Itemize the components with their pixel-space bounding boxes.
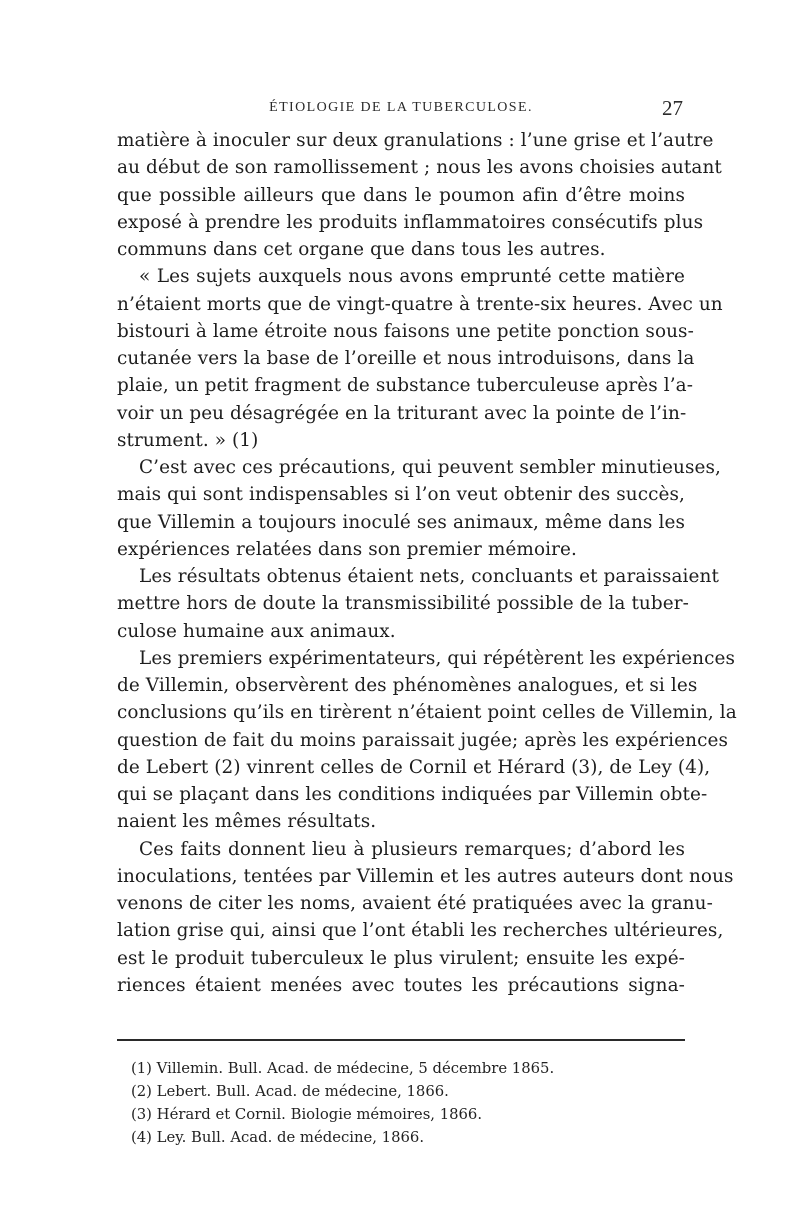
text-line: n’étaient morts que de vingt-quatre à trente-six heures. Avec un [117,293,723,315]
text-line: au début de son ramollissement ; nous les avons choisies autant [117,157,722,179]
text-line: mais qui sont indispensables si l’on veut obtenir des succès, [117,484,685,506]
text-line: C’est avec ces précautions, qui peuvent sembler minutieuses, [139,457,721,478]
text-line: que possible ailleurs que dans le poumon afin d’être moins [117,184,685,206]
footnote: (2) Lebert. Bull. Acad. de médecine, 1866. [131,1083,449,1100]
text-line: que Villemin a toujours inoculé ses animaux, même dans les [117,511,685,533]
text-line: de Villemin, observèrent des phénomènes analogues, et si les [117,675,698,696]
text-line: « Les sujets auxquels nous avons emprunté cette matière [139,266,685,288]
text-line: conclusions qu’ils en tirèrent n’étaient point celles de Villemin, la [117,702,737,724]
text-line: Les résultats obtenus étaient nets, concluants et paraissaient [139,566,719,587]
page-header [117,96,685,126]
text-line: venons de citer les noms, avaient été pratiquées avec la granu- [117,893,713,914]
text-line: cutanée vers la base de l’oreille et nous introduisons, dans la [117,348,695,369]
page-number: 27 [662,96,683,120]
body-text [117,127,737,999]
footnote: (1) Villemin. Bull. Acad. de médecine, 5 décembre 1865. [131,1060,555,1077]
text-line: bistouri à lame étroite nous faisons une petite ponction sous- [117,320,694,342]
text-line: matière à inoculer sur deux granulations : l’une grise et l’autre [117,130,714,151]
text-line: plaie, un petit fragment de substance tuberculeuse après l’a- [117,375,694,397]
text-line: qui se plaçant dans les conditions indiquées par Villemin obte- [117,784,708,805]
footnote-divider [117,1039,685,1041]
running-title: ÉTIOLOGIE DE LA TUBERCULOSE. [269,100,533,115]
text-line: Ces faits donnent lieu à plusieurs remarques; d’abord les [139,838,685,860]
text-line: question de fait du moins paraissait jugée; après les expériences [117,729,728,751]
text-line: expériences relatées dans son premier mémoire. [117,538,577,560]
text-line: naient les mêmes résultats. [117,811,377,833]
footnote: (4) Ley. Bull. Acad. de médecine, 1866. [131,1129,425,1146]
footnotes [131,1057,685,1149]
text-line: mettre hors de doute la transmissibilité possible de la tuber- [117,593,689,615]
text-line: culose humaine aux animaux. [117,620,396,642]
text-line: riences étaient menées avec toutes les précautions signa- [117,974,685,996]
text-line: Les premiers expérimentateurs, qui répétèrent les expériences [139,647,736,669]
text-line: de Lebert (2) vinrent celles de Cornil et Hérard (3), de Ley (4), [117,756,711,778]
text-line: communs dans cet organe que dans tous les autres. [117,239,606,260]
text-line: voir un peu désagrégée en la triturant avec la pointe de l’in- [117,402,687,424]
text-line: lation grise qui, ainsi que l’ont établi les recherches ultérieures, [117,920,724,942]
text-line: strument. » (1) [117,429,259,451]
text-line: inoculations, tentées par Villemin et les autres auteurs dont nous [117,865,734,887]
text-line: exposé à prendre les produits inflammatoires consécutifs plus [117,211,704,233]
text-line: est le produit tuberculeux le plus virulent; ensuite les expé- [117,947,685,969]
footnote: (3) Hérard et Cornil. Biologie mémoires, 1866. [131,1106,483,1123]
